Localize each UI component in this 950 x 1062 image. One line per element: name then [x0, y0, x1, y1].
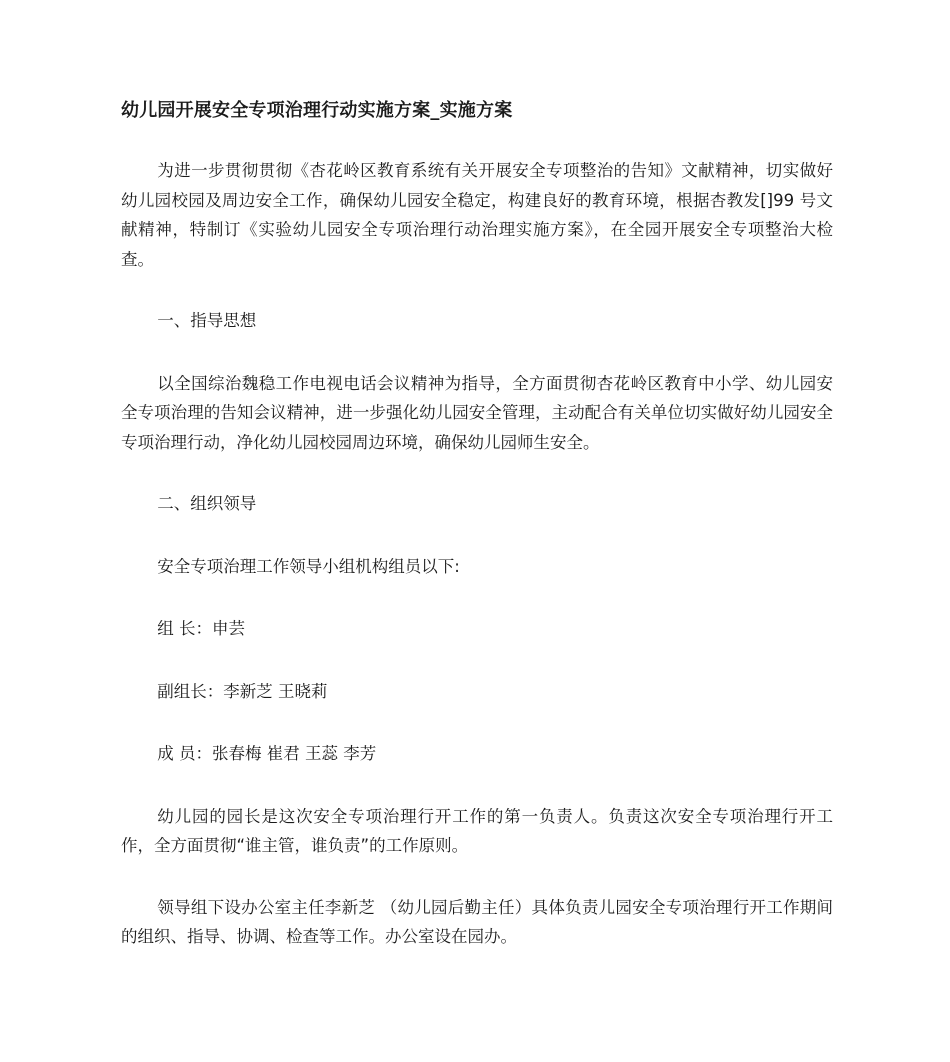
- paragraph-office: 领导组下设办公室主任李新芝 （幼儿园后勤主任）具体负责儿园安全专项治理行开工作期间的组织、指导、协调、检查等工作。办公室设在园办。: [121, 897, 833, 946]
- paragraph-deputy-leader: 副组长：李新芝 王晓莉: [157, 681, 328, 701]
- paragraph-responsibility: 幼儿园的园长是这次安全专项治理行开工作的第一负责人。负责这次安全专项治理行开工作，全方面贯彻“谁主管，谁负责”的工作原则。: [121, 806, 833, 855]
- paragraph-intro: 为进一步贯彻贯彻《杏花岭区教育系统有关开展安全专项整治的告知》文献精神，切实做好幼儿园校园及周边安全工作，确保幼儿园安全稳定，构建良好的教育环境，根据杏教发[]99 号文献精神，特制订《实验幼儿园安全专项治理行动治理实施方案》，在全园开展安全专项整治大检查。: [121, 161, 833, 269]
- paragraph-group-leader: 组 长：申芸: [157, 619, 246, 638]
- paragraph-group-members-intro: 安全专项治理工作领导小组机构组员以下:: [157, 556, 460, 576]
- paragraph-members: 成 员：张春梅 崔君 王蕊 李芳: [157, 744, 377, 763]
- paragraph-guiding-ideology: 以全国综治魏稳工作电视电话会议精神为指导，全方面贯彻杏花岭区教育中小学、幼儿园安全专项治理的告知会议精神，进一步强化幼儿园安全管理，主动配合有关单位切实做好幼儿园安全专项治理行动，净化幼儿园校园周边环境，确保幼儿园师生安全。: [121, 373, 833, 452]
- section-heading-guiding-ideology: 一、指导思想: [157, 311, 257, 330]
- document-title: 幼儿园开展安全专项治理行动实施方案_实施方案: [121, 100, 513, 121]
- document-page: [121, 96, 833, 984]
- section-heading-organization: 二、组织领导: [157, 494, 257, 513]
